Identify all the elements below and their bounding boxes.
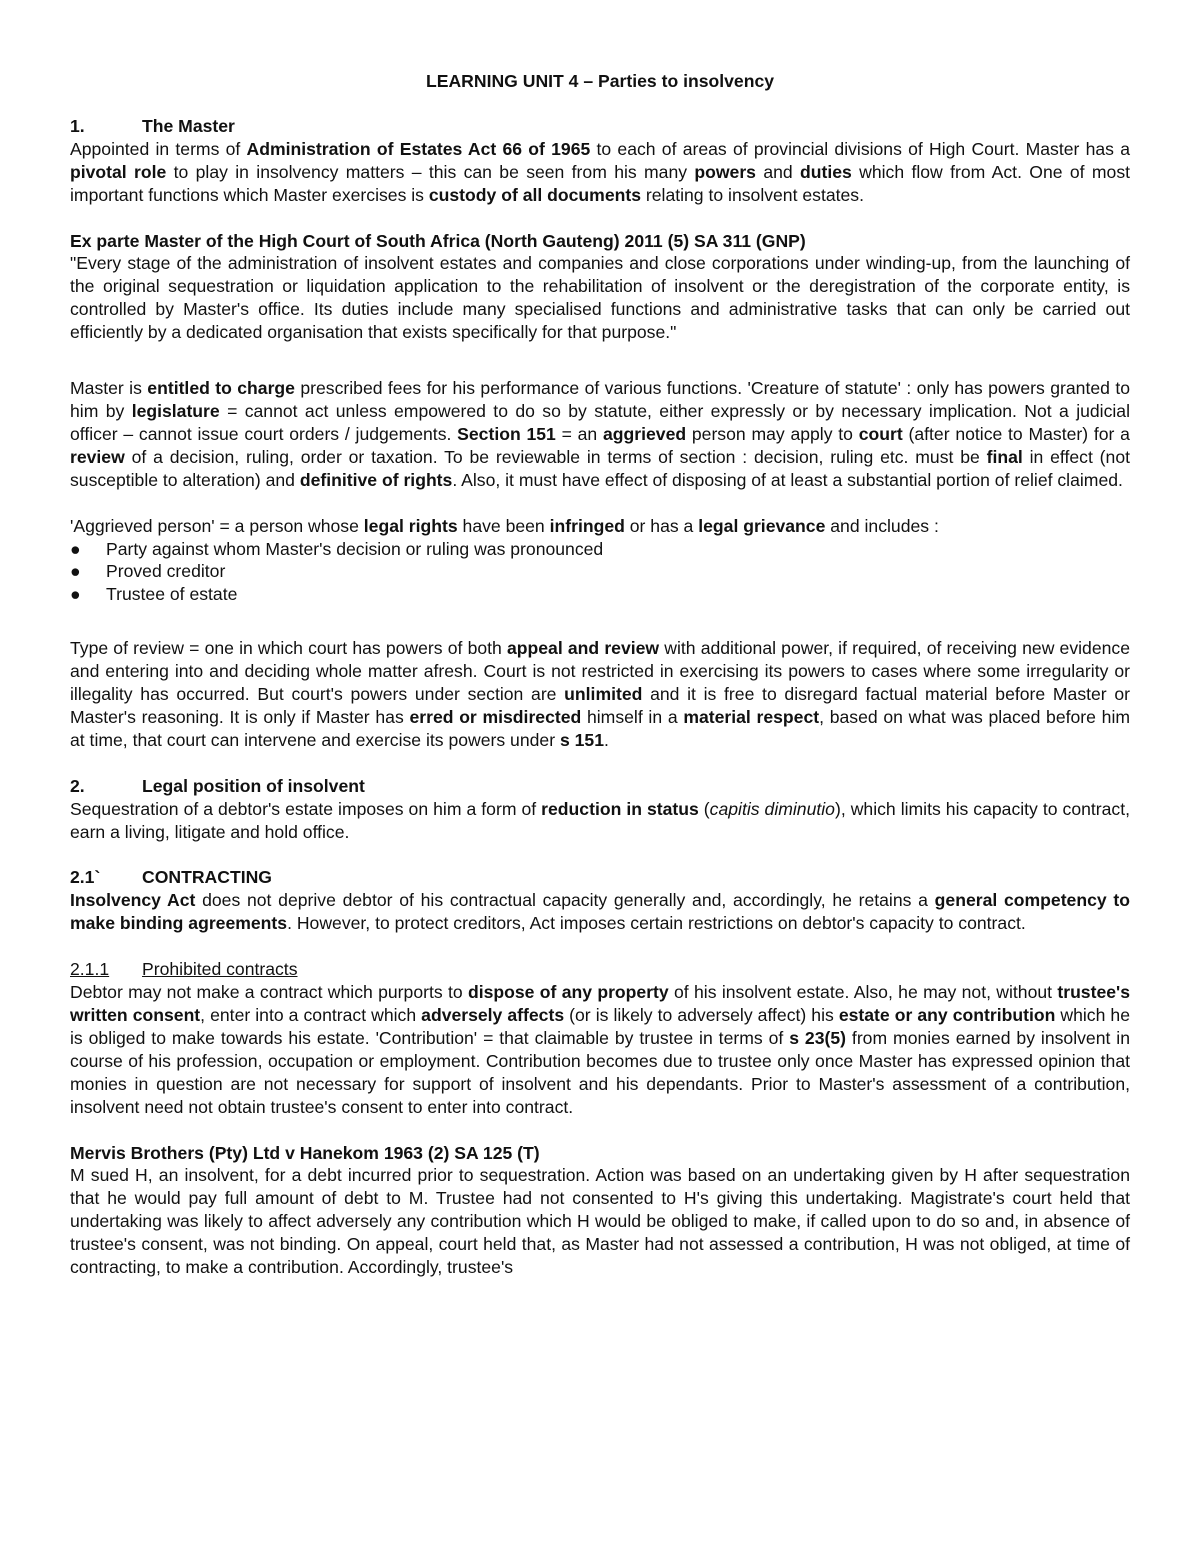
section-2-1-heading: [70, 866, 1130, 889]
section-2-paragraph: Sequestration of a debtor's estate imposes on him a form of reduction in status (capitis diminutio), which limits his capacity to contract, earn a living, litigate and hold office.: [70, 798, 1130, 842]
section-1-heading: [70, 115, 1130, 138]
bullet-icon: ●: [70, 584, 81, 605]
spacer: [70, 935, 1130, 958]
spacer: [70, 843, 1130, 866]
spacer: [70, 344, 1130, 367]
section-1-number: 1.: [70, 115, 85, 136]
aggrieved-person-paragraph: 'Aggrieved person' = a person whose legal rights have been infringed or has a legal grievance and includes :: [70, 515, 939, 536]
section-2-number: 2.: [70, 775, 85, 796]
section-2-1-paragraph: Insolvency Act does not deprive debtor of his contractual capacity generally and, accordingly, he retains a general competency to make binding agreements. However, to protect creditors, Act imposes certain restrictions on debtor's capacity to contract.: [70, 890, 1130, 934]
section-2-1-number: 2.1`: [70, 867, 101, 888]
bullet-icon: ●: [70, 538, 81, 559]
document-page: [70, 70, 1130, 1279]
master-powers-paragraph: Master is entitled to charge prescribed fees for his performance of various functions. 'Creature of statute' : only has powers granted to him by legislature = cannot act unless empowered to do so by statute, either expressly or by necessary implication. Not a judicial officer – cannot issue court orders / judgements. Section 151 = an aggrieved person may apply to court (after notice to Master) for a review of a decision, ruling, order or taxation. To be reviewable in terms of section : decision, ruling etc. must be final in effect (not susceptible to alteration) and definitive of rights. Also, it must have effect of disposing of at least a substantial portion of relief claimed.: [70, 378, 1130, 490]
list-item: ● Party against whom Master's decision or ruling was pronounced: [70, 538, 604, 559]
section-1-paragraph: Appointed in terms of Administration of Estates Act 66 of 1965 to each of areas of provincial divisions of High Court. Master has a pivotal role to play in insolvency matters – this can be seen from his many powers and duties which flow from Act. One of most important functions which Master exercises is custody of all documents relating to insolvent estates.: [70, 138, 1131, 205]
section-2-1-1-number: 2.1.1: [70, 959, 110, 980]
section-2-1-1-title: Prohibited contracts: [142, 959, 298, 980]
spacer: [70, 207, 1130, 230]
bullet-icon: ●: [70, 561, 81, 582]
spacer: [70, 629, 1130, 637]
case-citation-mervis-brothers: Mervis Brothers (Pty) Ltd v Hanekom 1963 (2) SA 125 (T): [70, 1142, 540, 1163]
case-citation-ex-parte-master: Ex parte Master of the High Court of South Africa (North Gauteng) 2011 (5) SA 311 (GNP): [70, 230, 806, 251]
section-2-1-title: CONTRACTING: [142, 867, 272, 888]
list-item: ● Trustee of estate: [70, 584, 238, 605]
spacer: [70, 1119, 1130, 1142]
spacer: [70, 367, 1130, 377]
list-item: ● Proved creditor: [70, 561, 226, 582]
section-2-1-1-paragraph: Debtor may not make a contract which purports to dispose of any property of his insolvent estate. Also, he may not, without trustee's written consent, enter into a contract which adversely affects (or is likely to adversely affect) his estate or any contribution which he is obliged to make towards his estate. 'Contribution' = that claimable by trustee in terms of s 23(5) from monies earned by insolvent in course of his profession, occupation or employment. Contribution becomes due to trustee only once Master has expressed opinion that monies in question are not necessary for support of insolvent and his dependants. Prior to Master's assessment of a contribution, insolvent need not obtain trustee's consent to enter into contract.: [70, 982, 1130, 1117]
case-quote: "Every stage of the administration of insolvent estates and companies and close corporations under winding-up, from the launching of the original sequestration or liquidation application to the rehabilitation of insolvent or the deregistration of the corporate entity, is controlled by Master's office. Its duties include many specialised functions and administrative tasks that can only be carried out efficiently by a dedicated organisation that exists specifically for that purpose.": [70, 253, 1130, 343]
section-2-1-1-heading: [70, 958, 1130, 981]
section-2-heading: [70, 775, 1130, 798]
type-of-review-paragraph: Type of review = one in which court has powers of both appeal and review with additional power, if required, of receiving new evidence and entering into and deciding whole matter afresh. Court is not restricted in exercising its powers to cases where some irregularity or illegality has occurred. But court's powers under section are unlimited and it is free to disregard factual material before Master or Master's reasoning. It is only if Master has erred or misdirected himself in a material respect, based on what was placed before him at time, that court can intervene and exercise its powers under s 151.: [70, 638, 1131, 750]
section-2-title: Legal position of insolvent: [142, 775, 365, 796]
aggrieved-person-list: [70, 538, 1130, 607]
section-1-title: The Master: [142, 115, 235, 136]
page-title: LEARNING UNIT 4 – Parties to insolvency: [425, 71, 775, 91]
spacer: [70, 606, 1130, 629]
spacer: [70, 752, 1130, 775]
spacer: [70, 492, 1130, 515]
case-2-paragraph: M sued H, an insolvent, for a debt incurred prior to sequestration. Action was based on an undertaking given by H after sequestration that he would pay full amount of debt to M. Trustee had not consented to H's giving this undertaking. Magistrate's court held that undertaking was likely to affect adversely any contribution which H would be obliged to make, if called upon to do so and, in absence of trustee's consent, was not binding. On appeal, court held that, as Master had not assessed a contribution, H was not obliged, at time of contracting, to make a contribution. Accordingly, trustee's: [70, 1165, 1130, 1278]
